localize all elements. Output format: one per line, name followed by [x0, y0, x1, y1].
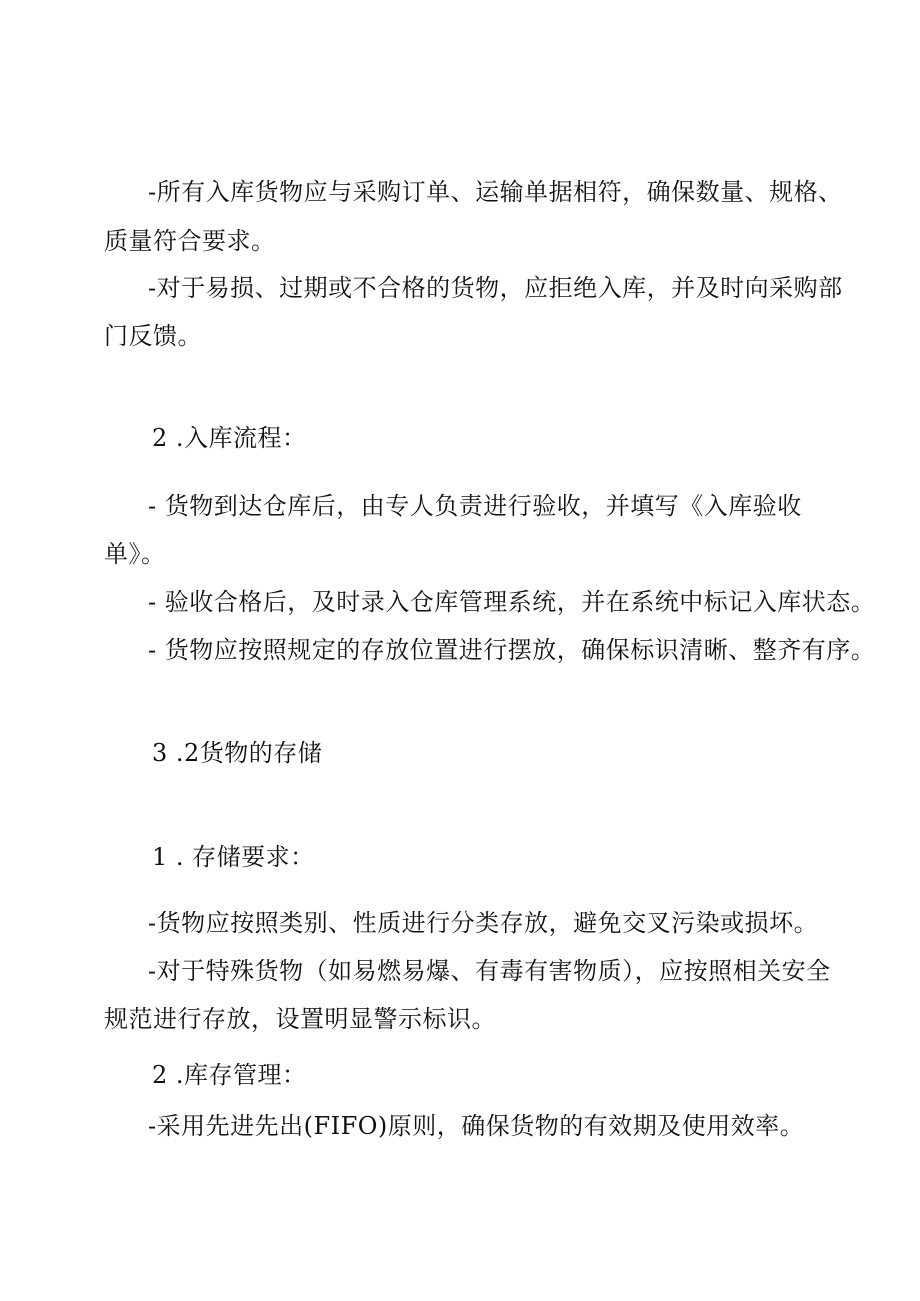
paragraph-line: -货物应按照类别、性质进行分类存放，避免交叉污染或损坏。 — [148, 909, 819, 937]
paragraph-line: 质量符合要求。 — [104, 227, 276, 255]
section-heading: 2 .库存管理： — [152, 1061, 307, 1089]
paragraph-line: -对于特殊货物（如易燃易爆、有毒有害物质），应按照相关安全 — [148, 957, 831, 985]
paragraph-line: -对于易损、过期或不合格的货物，应拒绝入库，并及时向采购部 — [148, 274, 843, 302]
paragraph-line: 规范进行存放，设置明显警示标识。 — [104, 1005, 496, 1033]
paragraph-line: 门反馈。 — [104, 322, 202, 350]
paragraph-line: -采用先进先出(FIFO)原则，确保货物的有效期及使用效率。 — [148, 1112, 805, 1140]
section-heading: 2 .入库流程： — [152, 424, 307, 452]
paragraph-line: 单》。 — [104, 540, 166, 568]
paragraph-line: - 货物到达仓库后，由专人负责进行验收，并填写《入库验收 — [148, 492, 802, 520]
paragraph-line: - 货物应按照规定的存放位置进行摆放，确保标识清晰、整齐有序。 — [148, 636, 876, 664]
paragraph-line: - 验收合格后，及时录入仓库管理系统，并在系统中标记入库状态。 — [148, 588, 876, 616]
paragraph-line: -所有入库货物应与采购订单、运输单据相符，确保数量、规格、 — [148, 178, 843, 206]
section-heading: 3 .2货物的存储 — [152, 739, 323, 767]
section-heading: 1 . 存储要求： — [152, 843, 315, 871]
